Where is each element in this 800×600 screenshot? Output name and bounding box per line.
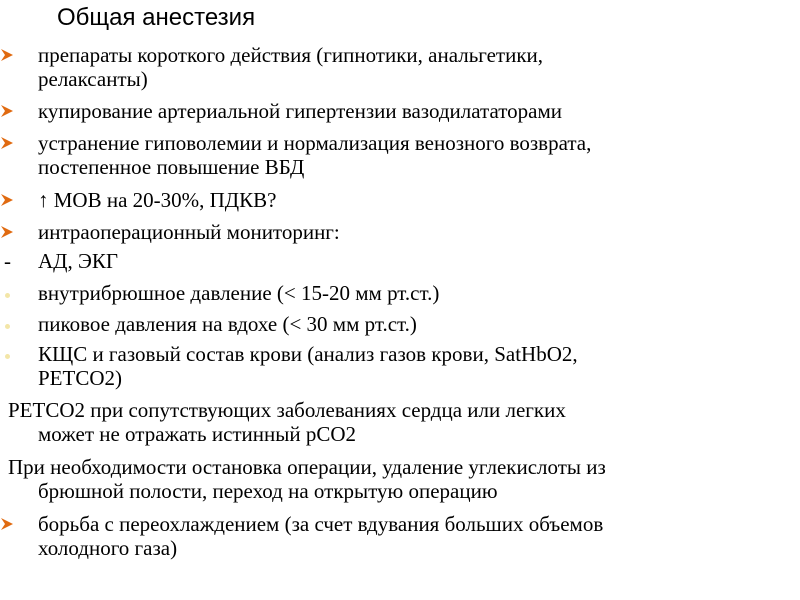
bullet-text bbox=[38, 281, 790, 305]
arrow-icon bbox=[0, 225, 14, 239]
bullet-line: постепенное повышение ВБД bbox=[38, 155, 305, 179]
arrow-icon bbox=[0, 104, 14, 118]
bullet-text bbox=[38, 312, 790, 336]
bullet-item bbox=[0, 188, 790, 212]
arrow-icon bbox=[0, 48, 14, 62]
bullet-line: купирование артериальной гипертензии вазодилататорами bbox=[38, 99, 563, 123]
bullet-line: релаксанты) bbox=[38, 67, 148, 91]
dash-marker: - bbox=[4, 249, 11, 273]
bullet-item bbox=[0, 342, 790, 390]
bullet-line: КЩС и газовый состав крови (анализ газов крови, SatHbO2, bbox=[38, 342, 578, 366]
bullet-line: PETCO2) bbox=[38, 366, 122, 390]
paragraph-text bbox=[8, 398, 790, 446]
arrow-icon bbox=[0, 193, 14, 207]
bullet-item bbox=[0, 512, 790, 560]
arrow-icon bbox=[0, 136, 14, 150]
bullet-line: холодного газа) bbox=[38, 536, 178, 560]
bullet-text bbox=[38, 188, 790, 212]
bullet-line: борьба с переохлаждением (за счет вдувания больших объемов bbox=[38, 512, 604, 536]
bullet-text bbox=[38, 131, 790, 179]
bullet-text bbox=[38, 220, 790, 244]
bullet-line: интраоперационный мониторинг: bbox=[38, 220, 340, 244]
dot-icon bbox=[5, 354, 10, 359]
paragraph-line: При необходимости остановка операции, удаление углекислоты из bbox=[8, 455, 606, 479]
paragraph-line: брюшной полости, переход на открытую операцию bbox=[38, 479, 498, 503]
paragraph-line: может не отражать истинный pCO2 bbox=[38, 422, 357, 446]
bullet-text bbox=[38, 99, 790, 123]
dot-icon bbox=[5, 324, 10, 329]
arrow-icon bbox=[0, 517, 14, 531]
bullet-line: устранение гиповолемии и нормализация венозного возврата, bbox=[38, 131, 592, 155]
bullet-item bbox=[0, 249, 790, 273]
bullet-text bbox=[38, 512, 790, 560]
paragraph-item bbox=[0, 455, 790, 503]
bullet-line: ↑ МОВ на 20-30%, ПДКВ? bbox=[38, 188, 277, 212]
bullet-line: внутрибрюшное давление (< 15-20 мм рт.ст.) bbox=[38, 281, 440, 305]
bullet-item bbox=[0, 99, 790, 123]
bullet-line: препараты короткого действия (гипнотики, анальгетики, bbox=[38, 43, 544, 67]
bullet-text bbox=[38, 249, 790, 273]
bullet-line: АД, ЭКГ bbox=[38, 249, 119, 273]
paragraph-text bbox=[8, 455, 790, 503]
bullet-item bbox=[0, 43, 790, 91]
bullet-item bbox=[0, 220, 790, 244]
bullet-item bbox=[0, 131, 790, 179]
bullet-text bbox=[38, 43, 790, 91]
slide-title: Общая анестезия bbox=[57, 4, 256, 31]
dot-icon bbox=[5, 293, 10, 298]
paragraph-item bbox=[0, 398, 790, 446]
paragraph-line: PETCO2 при сопутствующих заболеваниях сердца или легких bbox=[8, 398, 566, 422]
bullet-item bbox=[0, 312, 790, 336]
bullet-text bbox=[38, 342, 790, 390]
bullet-line: пиковое давления на вдохе (< 30 мм рт.ст.) bbox=[38, 312, 417, 336]
bullet-item bbox=[0, 281, 790, 305]
